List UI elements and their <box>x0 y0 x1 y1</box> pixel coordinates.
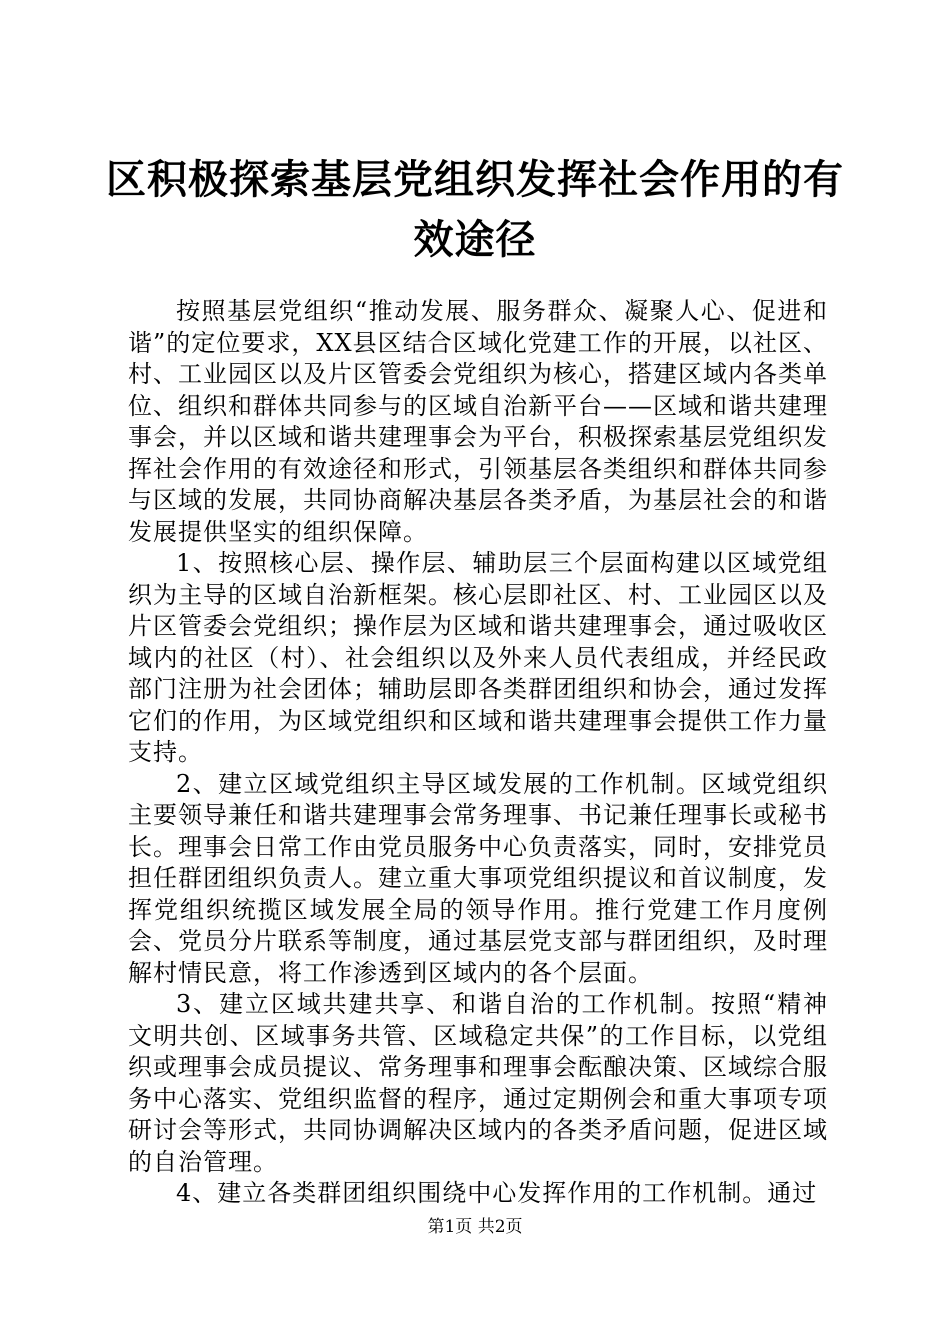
document-body <box>128 296 828 1210</box>
paragraph-2: 2、建立区域党组织主导区域发展的工作机制。区域党组织主要领导兼任和谐共建理事会常务理事、书记兼任理事长或秘书长。理事会日常工作由党员服务中心负责落实，同时，安排党员担任群团组织负责人。建立重大事项党组织提议和首议制度，发挥党组织统揽区域发展全局的领导作用。推行党建工作月度例会、党员分片联系等制度，通过基层党支部与群团组织，及时理解村情民意，将工作渗透到区域内的各个层面。 <box>128 769 828 987</box>
paragraph-1: 1、按照核心层、操作层、辅助层三个层面构建以区域党组织为主导的区域自治新框架。核心层即社区、村、工业园区以及片区管委会党组织；操作层为区域和谐共建理事会，通过吸收区域内的社区（村）、社会组织以及外来人员代表组成，并经民政部门注册为社会团体；辅助层即各类群团组织和协会，通过发挥它们的作用，为区域党组织和区域和谐共建理事会提供工作力量支持。 <box>128 549 828 766</box>
page-footer: 第1页 共2页 <box>427 1217 523 1237</box>
paragraph-4: 4、建立各类群团组织围绕中心发挥作用的工作机制。通过 <box>176 1179 818 1207</box>
document-title: 区积极探索基层党组织发挥社会作用的有效途径 <box>106 156 844 263</box>
paragraph-3: 3、建立区域共建共享、和谐自治的工作机制。按照“精神文明共创、区域事务共管、区域稳定共保”的工作目标，以党组织或理事会成员提议、常务理事和理事会酝酿决策、区域综合服务中心落实、党组织监督的程序，通过定期例会和重大事项专项研讨会等形式，共同协调解决区域内的各类矛盾问题，促进区域的自治管理。 <box>128 990 828 1176</box>
paragraph-intro: 按照基层党组织“推动发展、服务群众、凝聚人心、促进和谐”的定位要求，XX县区结合区域化党建工作的开展，以社区、村、工业园区以及片区管委会党组织为核心，搭建区域内各类单位、组织和群体共同参与的区域自治新平台——区域和谐共建理事会，并以区域和谐共建理事会为平台，积极探索基层党组织发挥社会作用的有效途径和形式，引领基层各类组织和群体共同参与区域的发展，共同协商解决基层各类矛盾，为基层社会的和谐发展提供坚实的组织保障。 <box>128 297 828 546</box>
